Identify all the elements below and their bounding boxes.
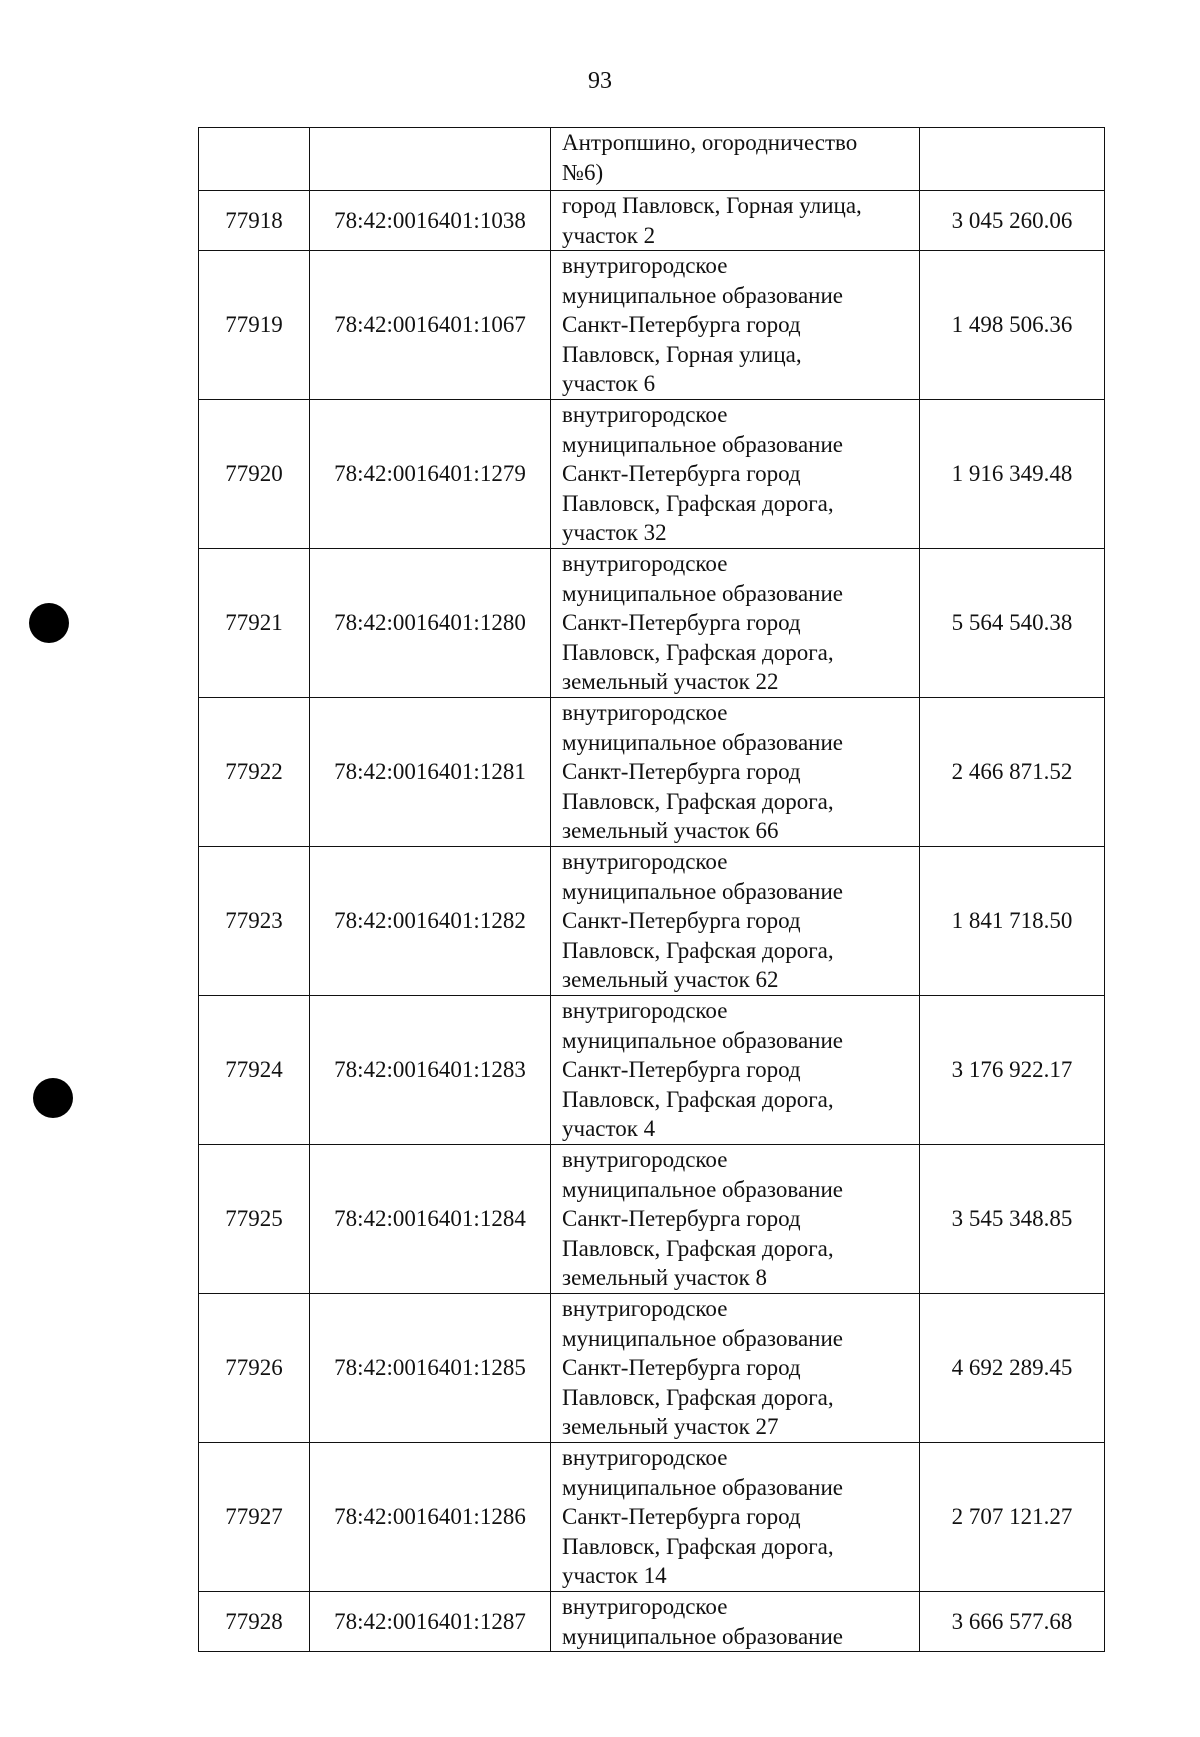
cadastral-number: 78:42:0016401:1280 [310,549,551,698]
address: внутригородское муниципальное образование Санкт-Петербурга город Павловск, Графская дорога, участок 4 [551,996,920,1145]
punch-hole [33,1078,73,1118]
cadastral-value: 2 707 121.27 [920,1443,1105,1592]
cadastral-number: 78:42:0016401:1038 [310,191,551,251]
table-row [199,1443,1105,1592]
punch-hole [29,603,69,643]
row-number: 77927 [199,1443,310,1592]
cadastral-value: 3 666 577.68 [920,1592,1105,1652]
cadastral-value [920,128,1105,191]
registry-table [198,127,1105,1652]
cadastral-value: 1 498 506.36 [920,251,1105,400]
cadastral-number: 78:42:0016401:1281 [310,698,551,847]
table-row [199,1592,1105,1652]
address: внутригородское муниципальное образование Санкт-Петербурга город Павловск, Графская дорога, земельный участок 8 [551,1145,920,1294]
table-row [199,191,1105,251]
row-number [199,128,310,191]
table-row [199,996,1105,1145]
cadastral-value: 1 916 349.48 [920,400,1105,549]
cadastral-number: 78:42:0016401:1282 [310,847,551,996]
row-number: 77925 [199,1145,310,1294]
address: внутригородское муниципальное образование Санкт-Петербурга город Павловск, Графская дорога, земельный участок 22 [551,549,920,698]
table-row [199,847,1105,996]
cadastral-number: 78:42:0016401:1284 [310,1145,551,1294]
address: Антропшино, огородничество №6) [551,128,920,191]
page-number: 93 [588,68,612,94]
cadastral-number: 78:42:0016401:1286 [310,1443,551,1592]
row-number: 77922 [199,698,310,847]
row-number: 77926 [199,1294,310,1443]
cadastral-number: 78:42:0016401:1287 [310,1592,551,1652]
cadastral-value: 4 692 289.45 [920,1294,1105,1443]
cadastral-number: 78:42:0016401:1279 [310,400,551,549]
row-number: 77920 [199,400,310,549]
cadastral-value: 5 564 540.38 [920,549,1105,698]
cadastral-value: 3 176 922.17 [920,996,1105,1145]
address: внутригородское муниципальное образование Санкт-Петербурга город Павловск, Горная улица, участок 6 [551,251,920,400]
cadastral-value: 2 466 871.52 [920,698,1105,847]
address: внутригородское муниципальное образование Санкт-Петербурга город Павловск, Графская дорога, участок 32 [551,400,920,549]
address: внутригородское муниципальное образование Санкт-Петербурга город Павловск, Графская дорога, земельный участок 66 [551,698,920,847]
cadastral-value: 1 841 718.50 [920,847,1105,996]
cadastral-number: 78:42:0016401:1067 [310,251,551,400]
cadastral-number [310,128,551,191]
table-row [199,251,1105,400]
address: внутригородское муниципальное образование Санкт-Петербурга город Павловск, Графская дорога, земельный участок 62 [551,847,920,996]
cadastral-value: 3 545 348.85 [920,1145,1105,1294]
table-row [199,128,1105,191]
cadastral-number: 78:42:0016401:1283 [310,996,551,1145]
table-row [199,1294,1105,1443]
row-number: 77921 [199,549,310,698]
cadastral-number: 78:42:0016401:1285 [310,1294,551,1443]
row-number: 77919 [199,251,310,400]
row-number: 77923 [199,847,310,996]
address: внутригородское муниципальное образование [551,1592,920,1652]
address: внутригородское муниципальное образование Санкт-Петербурга город Павловск, Графская дорога, земельный участок 27 [551,1294,920,1443]
row-number: 77924 [199,996,310,1145]
row-number: 77918 [199,191,310,251]
cadastral-value: 3 045 260.06 [920,191,1105,251]
address: внутригородское муниципальное образование Санкт-Петербурга город Павловск, Графская дорога, участок 14 [551,1443,920,1592]
table-row [199,1145,1105,1294]
table-row [199,698,1105,847]
table-row [199,400,1105,549]
table-row [199,549,1105,698]
row-number: 77928 [199,1592,310,1652]
address: город Павловск, Горная улица, участок 2 [551,191,920,251]
